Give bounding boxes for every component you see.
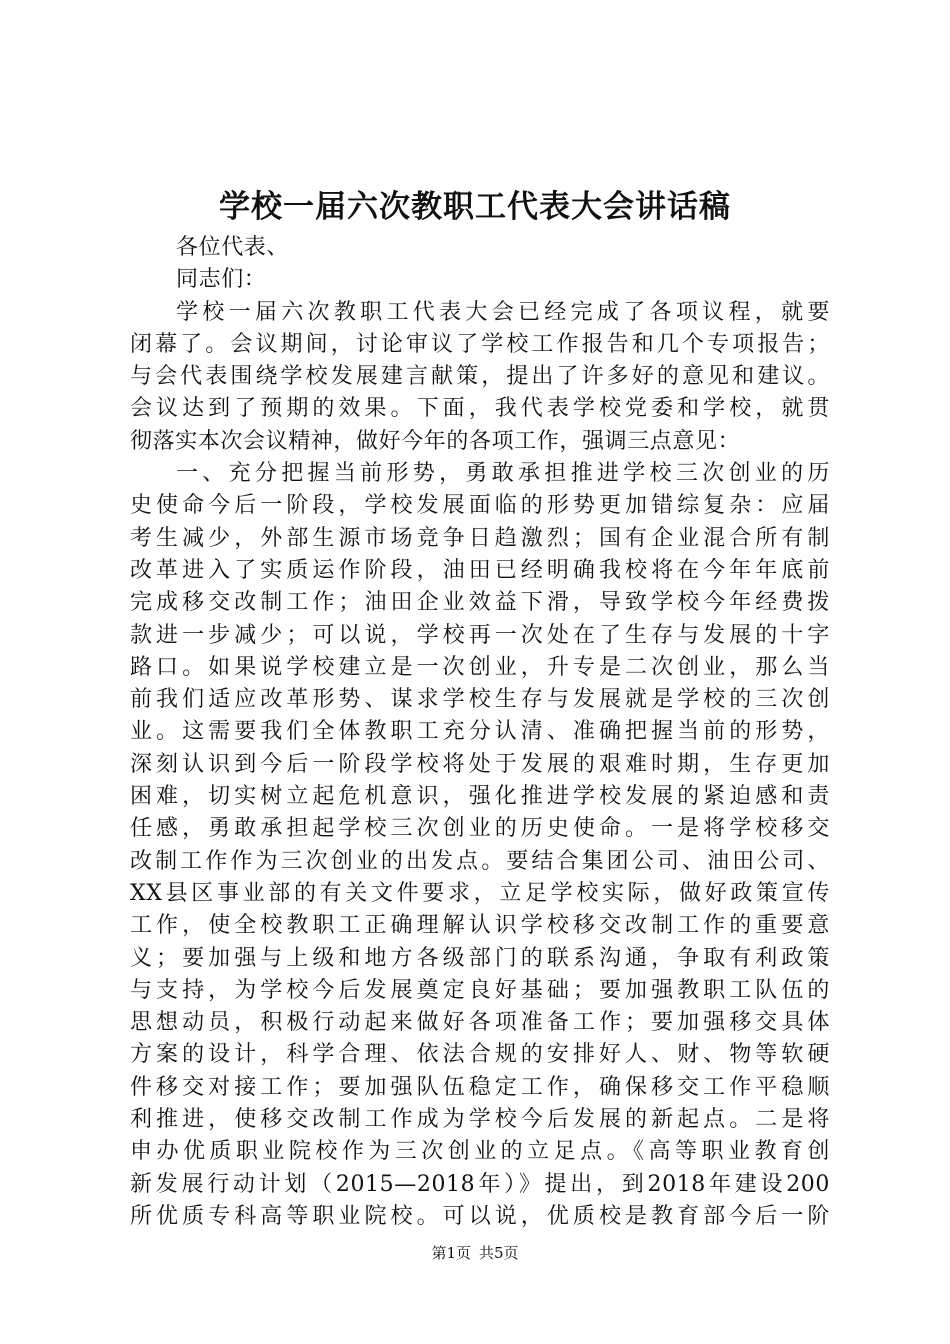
body-line: 工作，使全校教职工正确理解认识学校移交改制工作的重要意 bbox=[130, 913, 830, 939]
body-line: 思想动员，积极行动起来做好各项准备工作；要加强移交具体 bbox=[130, 1010, 830, 1036]
body-line: 款进一步减少；可以说，学校再一次处在了生存与发展的十字 bbox=[130, 622, 830, 648]
body-line: 学校一届六次教职工代表大会已经完成了各项议程，就要 bbox=[176, 299, 830, 325]
body-line: 前我们适应改革形势、谋求学校生存与发展就是学校的三次创 bbox=[130, 687, 830, 713]
body-line: 完成移交改制工作；油田企业效益下滑，导致学校今年经费拨 bbox=[130, 590, 830, 616]
document-body bbox=[130, 232, 830, 1233]
body-line: 义；要加强与上级和地方各级部门的联系沟通，争取有利政策 bbox=[130, 945, 830, 971]
body-line: 路口。如果说学校建立是一次创业，升专是二次创业，那么当 bbox=[130, 654, 830, 680]
body-line: XX县区事业部的有关文件要求，立足学校实际，做好政策宣传 bbox=[130, 880, 830, 906]
body-line: 件移交对接工作；要加强队伍稳定工作，确保移交工作平稳顺 bbox=[130, 1074, 830, 1100]
body-line: 彻落实本次会议精神，做好今年的各项工作，强调三点意见： bbox=[130, 428, 741, 454]
body-line: 业。这需要我们全体教职工充分认清、准确把握当前的形势， bbox=[130, 719, 830, 745]
body-line: 同志们： bbox=[176, 267, 267, 293]
body-line: 考生减少，外部生源市场竞争日趋激烈；国有企业混合所有制 bbox=[130, 525, 830, 551]
body-line: 与支持，为学校今后发展奠定良好基础；要加强教职工队伍的 bbox=[130, 977, 830, 1003]
body-line: 深刻认识到今后一阶段学校将处于发展的艰难时期，生存更加 bbox=[130, 751, 830, 777]
body-line: 闭幕了。会议期间，讨论审议了学校工作报告和几个专项报告； bbox=[130, 331, 830, 357]
body-line: 困难，切实树立起危机意识，强化推进学校发展的紧迫感和责 bbox=[130, 784, 830, 810]
page-number: 第1页 bbox=[431, 1244, 471, 1262]
body-line: 史使命今后一阶段，学校发展面临的形势更加错综复杂：应届 bbox=[130, 493, 830, 519]
body-line: 利推进，使移交改制工作成为学校今后发展的新起点。二是将 bbox=[130, 1107, 830, 1133]
body-line: 各位代表、 bbox=[176, 235, 290, 260]
page-total: 共5页 bbox=[479, 1244, 519, 1262]
document-title: 学校一届六次教职工代表大会讲话稿 bbox=[219, 189, 731, 225]
body-line: 会议达到了预期的效果。下面，我代表学校党委和学校，就贯 bbox=[130, 396, 830, 422]
body-line: 一、充分把握当前形势，勇敢承担推进学校三次创业的历 bbox=[176, 461, 830, 487]
body-line: 申办优质职业院校作为三次创业的立足点。《高等职业教育创 bbox=[130, 1139, 830, 1165]
page-footer bbox=[0, 1243, 950, 1263]
body-line: 与会代表围绕学校发展建言献策，提出了许多好的意见和建议。 bbox=[130, 364, 830, 390]
body-line: 任感，勇敢承担起学校三次创业的历史使命。一是将学校移交 bbox=[130, 816, 830, 842]
body-line: 新发展行动计划（2015—2018年）》提出，到2018年建设200 bbox=[130, 1171, 830, 1197]
body-line: 方案的设计，科学合理、依法合规的安排好人、财、物等软硬 bbox=[130, 1042, 830, 1068]
body-line: 改革进入了实质运作阶段，油田已经明确我校将在今年年底前 bbox=[130, 557, 830, 583]
body-line: 所优质专科高等职业院校。可以说，优质校是教育部今后一阶 bbox=[130, 1203, 830, 1229]
body-line: 改制工作作为三次创业的出发点。要结合集团公司、油田公司、 bbox=[130, 848, 830, 874]
